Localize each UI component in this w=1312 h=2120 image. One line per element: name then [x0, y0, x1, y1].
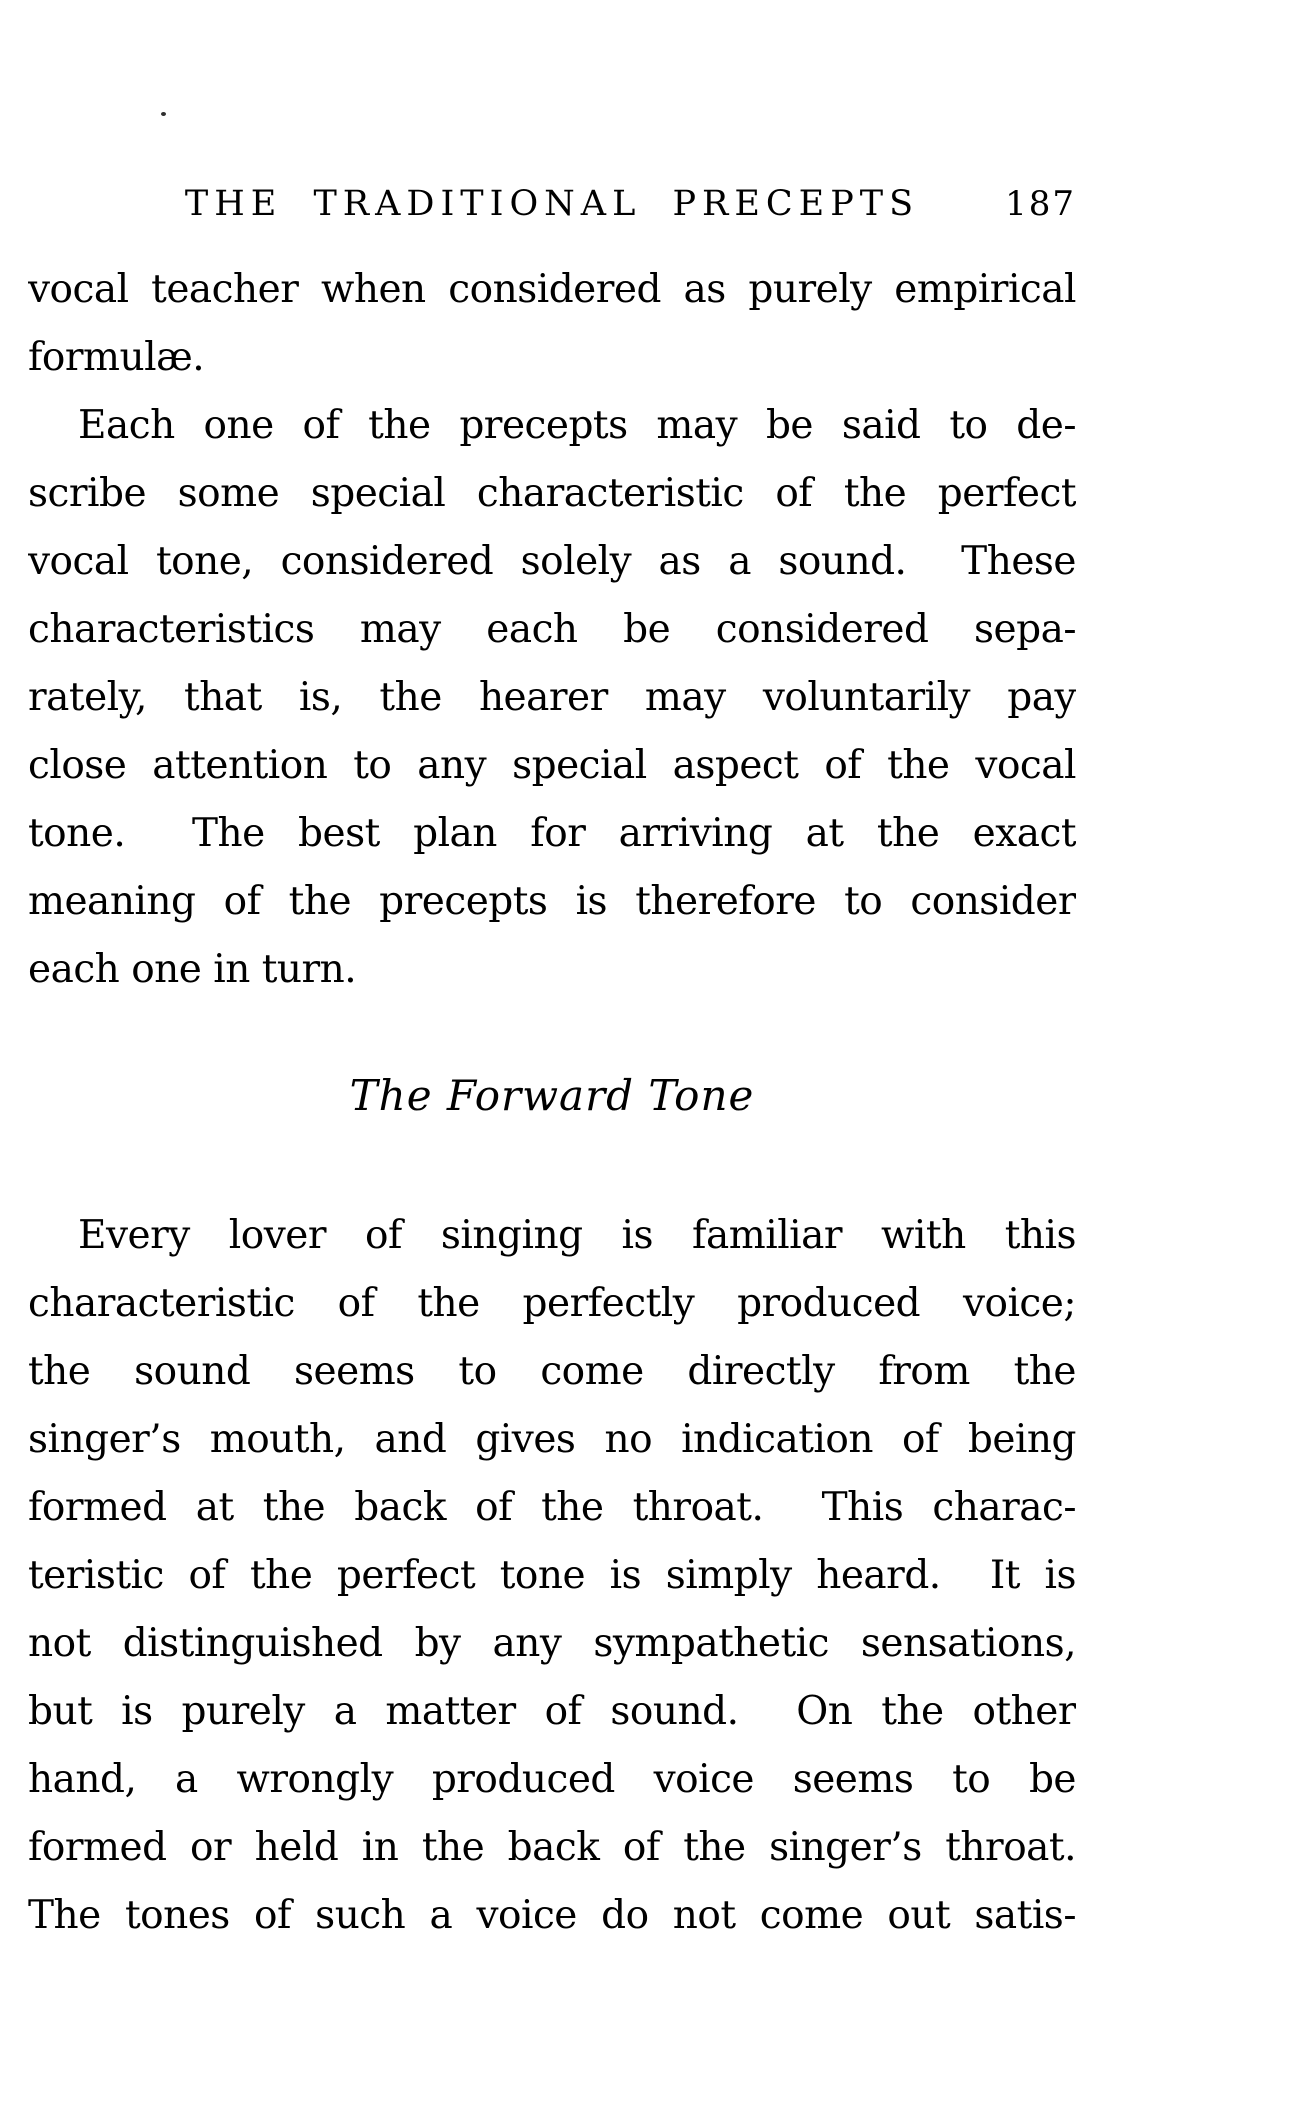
text-line: vocal teacher when considered as purely empirical — [28, 267, 1076, 312]
text-line: characteristic of the perfectly produced voice; — [28, 1281, 1076, 1326]
ink-speck — [161, 112, 166, 116]
text-line: close attention to any special aspect of the vocal — [28, 743, 1076, 788]
text-line: singer’s mouth, and gives no indication of being — [28, 1417, 1076, 1462]
text-line: formed or held in the back of the singer’s throat. — [28, 1825, 1076, 1870]
paragraph — [28, 1202, 1076, 1950]
page-number: 187 — [1005, 184, 1076, 224]
text-line: rately, that is, the hearer may voluntarily pay — [28, 675, 1076, 720]
text-line: characteristics may each be considered sepa- — [28, 607, 1076, 652]
text-line: vocal tone, considered solely as a sound. These — [28, 539, 1076, 584]
running-head — [28, 182, 1076, 226]
text-line: Each one of the precepts may be said to de- — [78, 403, 1076, 448]
text-line: teristic of the perfect tone is simply heard. It is — [28, 1553, 1076, 1598]
text-line: formulæ. — [28, 335, 205, 380]
text-line: The tones of such a voice do not come out satis- — [28, 1893, 1076, 1938]
text-line: each one in turn. — [28, 947, 357, 992]
text-line: but is purely a matter of sound. On the other — [28, 1689, 1076, 1734]
text-line: scribe some special characteristic of the perfect — [28, 471, 1076, 516]
text-line: the sound seems to come directly from the — [28, 1349, 1076, 1394]
section-heading: The Forward Tone — [349, 1071, 755, 1120]
text-line: Every lover of singing is familiar with this — [78, 1213, 1076, 1258]
text-line: meaning of the precepts is therefore to consider — [28, 879, 1076, 924]
paragraph — [28, 256, 1076, 392]
text-line: hand, a wrongly produced voice seems to be — [28, 1757, 1076, 1802]
running-head-title: THE TRADITIONAL PRECEPTS — [184, 184, 920, 224]
page-body — [28, 256, 1076, 1950]
text-line: formed at the back of the throat. This charac- — [28, 1485, 1076, 1530]
text-line: tone. The best plan for arriving at the exact — [28, 811, 1076, 856]
text-line: not distinguished by any sympathetic sensations, — [28, 1621, 1076, 1666]
text-column — [28, 182, 1076, 1950]
paragraph — [28, 392, 1076, 1004]
